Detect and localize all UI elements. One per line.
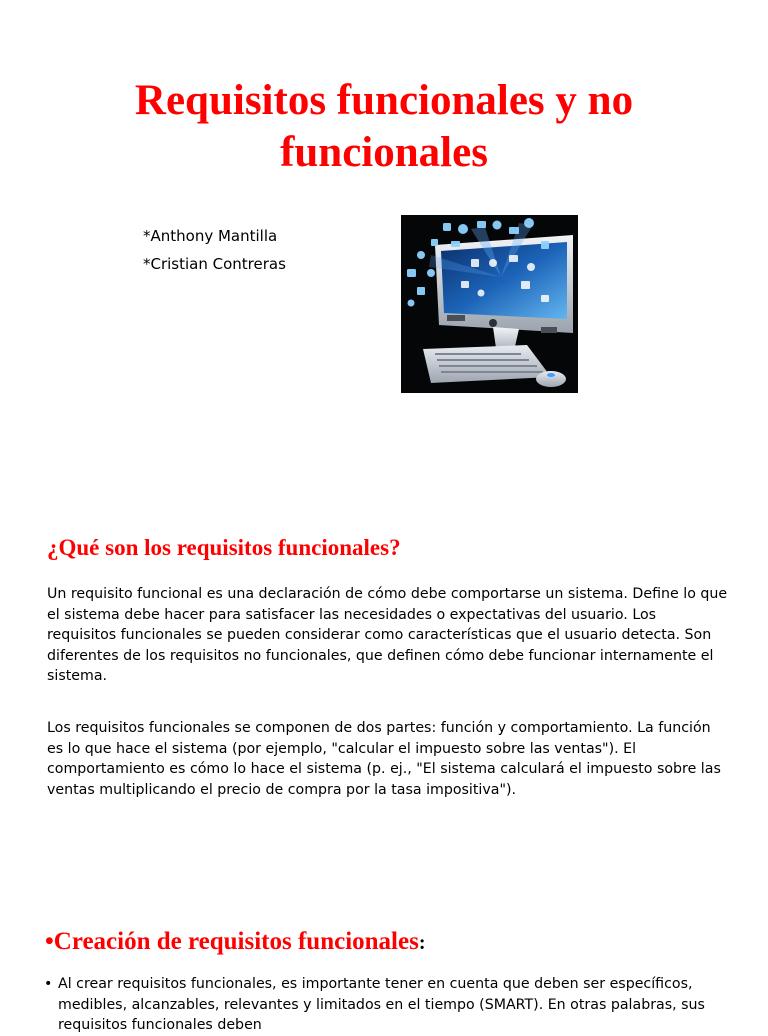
paragraph-components: Los requisitos funcionales se componen de dos partes: función y comportamiento. La función es lo que hace el sistema (por ejemplo, "calcular el impuesto sobre las ventas"). El comportamiento es cómo lo hace el sistema (p. ej., "El sistema calculará el impuesto sobre las ventas multiplicando el precio de compra por la tasa impositiva").	[47, 720, 721, 798]
paragraph-definition: Un requisito funcional es una declaración de cómo debe comportarse un sistema. Define lo que el sistema debe hacer para satisfacer las necesidades o expectativas del usuario. Los requisitos funcionales se pueden considerar como características que el usuario detecta. Son diferentes de los requisitos no funcionales, que definen cómo debe funcionar internamente el sistema.	[47, 586, 728, 685]
computer-monitor-icon	[401, 215, 578, 393]
author-list	[143, 222, 286, 278]
heading-colon: :	[418, 931, 426, 954]
bullet-list	[44, 974, 734, 1036]
bullet-marker: •	[45, 927, 54, 955]
section-heading-functional-requirements: ¿Qué son los requisitos funcionales?	[47, 535, 401, 561]
bullet-marker: •	[44, 976, 53, 992]
heading-text: Creación de requisitos funcionales	[53, 927, 419, 955]
computer-illustration	[401, 215, 578, 393]
author-name: *Anthony Mantilla	[143, 227, 278, 245]
author-name: *Cristian Contreras	[143, 255, 286, 273]
slide-title: Requisitos funcionales y no funcionales	[134, 76, 634, 176]
section-heading-creating-requirements	[45, 926, 426, 959]
list-item: Al crear requisitos funcionales, es importante tener en cuenta que deben ser específicos, medibles, alcanzables, relevantes y limitados en el tiempo (SMART). En otras palabras, sus requisitos funcionales deben	[58, 976, 705, 1034]
